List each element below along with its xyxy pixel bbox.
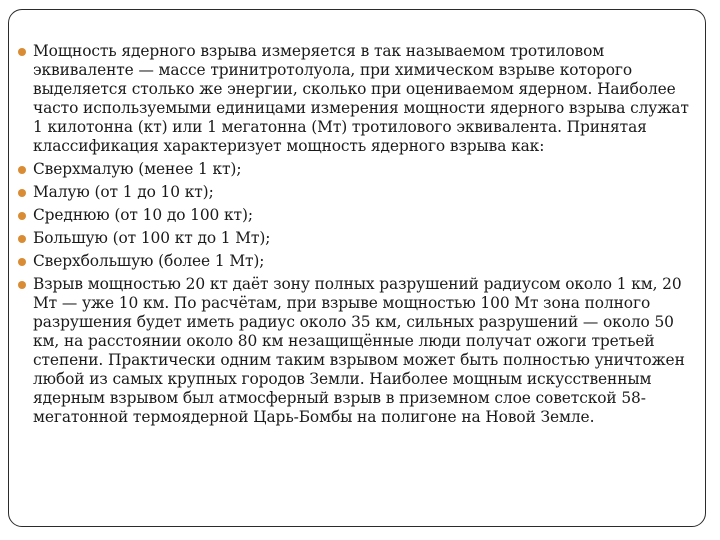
- bullet-text: Взрыв мощностью 20 кт даёт зону полных разрушений радиусом около 1 км, 20 Мт — уже 10 км. По расчётам, при взрыве мощностью 100 Мт зона полного разрушения будет иметь радиус около 35 км, сильных разрушений — около 50 км, на расстоянии около 80 км незащищённые люди получат ожоги третьей степени. Практически одним таким взрывом может быть полностью уничтожен любой из самых крупных городов Земли. Наиболее мощным искусственным ядерным взрывом был атмосферный взрыв в приземном слое советской 58-мегатонной термоядерной Царь-Бомбы на полигоне на Новой Земле.: [33, 275, 685, 426]
- bullet-dot-icon: [18, 212, 26, 220]
- bullet-text: Сверхбольшую (более 1 Мт);: [33, 252, 265, 270]
- bullet-list: [32, 42, 692, 431]
- bullet-item-very-small: [32, 160, 692, 179]
- bullet-dot-icon: [18, 48, 26, 56]
- bullet-item-small: [32, 183, 692, 202]
- bullet-item-very-large: [32, 252, 692, 271]
- bullet-dot-icon: [18, 166, 26, 174]
- bullet-dot-icon: [18, 235, 26, 243]
- bullet-dot-icon: [18, 189, 26, 197]
- bullet-item-effects: [32, 275, 692, 427]
- bullet-item-large: [32, 229, 692, 248]
- bullet-dot-icon: [18, 258, 26, 266]
- bullet-dot-icon: [18, 281, 26, 289]
- bullet-text: Среднюю (от 10 до 100 кт);: [33, 206, 253, 224]
- bullet-text: Большую (от 100 кт до 1 Мт);: [33, 229, 271, 247]
- bullet-text: Мощность ядерного взрыва измеряется в так называемом тротиловом эквиваленте — массе тринитротолуола, при химическом взрыве которого выделяется столько же энергии, сколько при оцениваемом ядерном. Наиболее часто используемыми единицами измерения мощности ядерного взрыва служат 1 килотонна (кт) или 1 мегатонна (Мт) тротилового эквивалента. Принятая классификация характеризует мощность ядерного взрыва как:: [33, 42, 689, 155]
- bullet-text: Малую (от 1 до 10 кт);: [33, 183, 214, 201]
- bullet-item-medium: [32, 206, 692, 225]
- bullet-item-definition: [32, 42, 692, 156]
- bullet-text: Сверхмалую (менее 1 кт);: [33, 160, 242, 178]
